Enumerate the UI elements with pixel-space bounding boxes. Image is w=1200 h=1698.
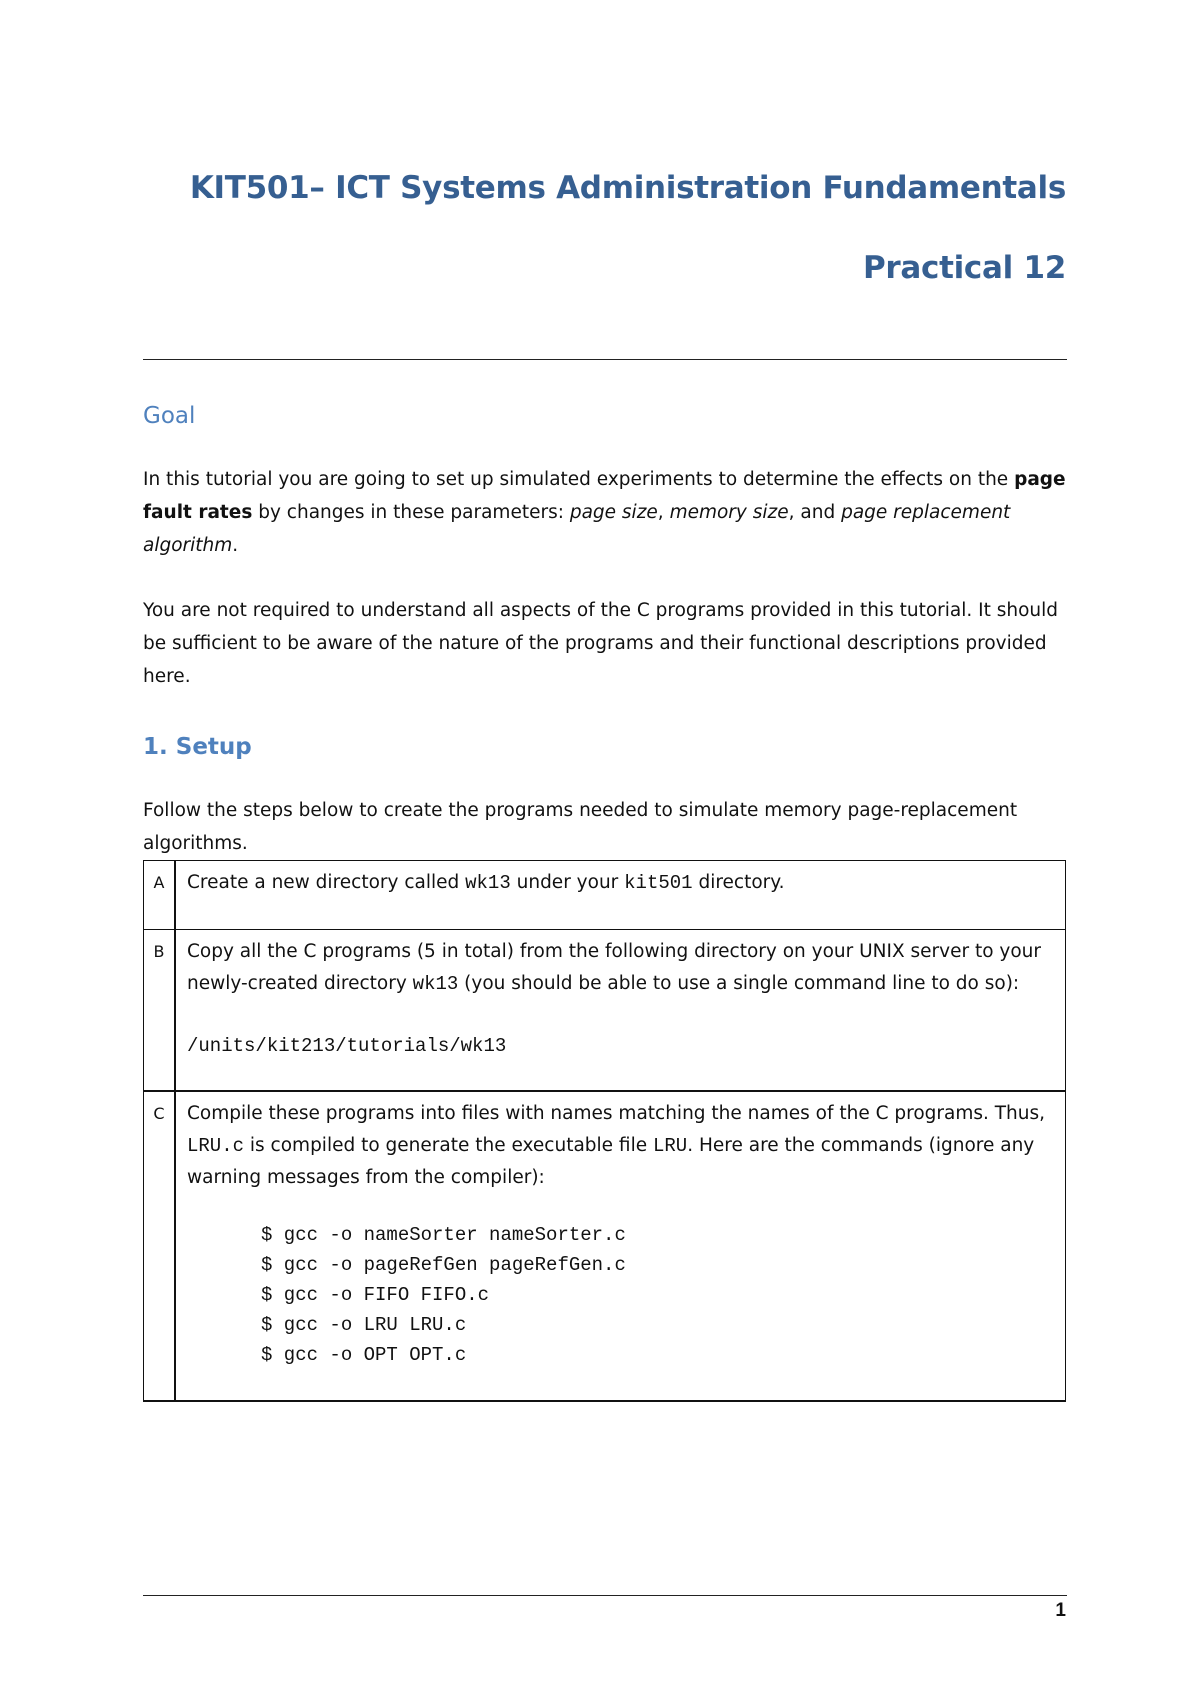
directory-name: wk13: [412, 973, 459, 995]
step-letter: C: [144, 1091, 176, 1401]
source-path: /units/kit213/tutorials/wk13: [187, 1035, 507, 1057]
file-name: LRU: [653, 1135, 688, 1157]
step-text: (you should be able to use a single command line to do so):: [458, 973, 1020, 994]
directory-name: kit501: [624, 872, 693, 894]
footer-divider: [143, 1595, 1067, 1596]
step-content: [175, 861, 1066, 930]
step-b-text: [187, 936, 1055, 1000]
step-letter: B: [144, 930, 176, 1092]
step-c-text: [187, 1098, 1055, 1194]
step-letter: A: [144, 861, 176, 930]
command-line: $ gcc -o LRU LRU.c: [261, 1314, 467, 1336]
steps-table: [143, 860, 1066, 1402]
goal-text: In this tutorial you are going to set up simulated experiments to determine the effects on the: [143, 469, 1015, 490]
header-divider: [143, 359, 1067, 360]
step-text: is compiled to generate the executable file: [244, 1135, 653, 1156]
step-row-a: [144, 861, 1066, 930]
param-algorithm: page replacement algorithm: [143, 502, 1011, 556]
goal-emphasis: page fault rates: [143, 469, 1066, 523]
command-line: $ gcc -o nameSorter nameSorter.c: [261, 1224, 626, 1246]
param-page-size: page size: [569, 502, 658, 523]
step-text: under your: [510, 872, 625, 893]
step-row-c: [144, 1091, 1066, 1401]
goal-text: .: [232, 535, 239, 556]
file-name: LRU.c: [187, 1135, 245, 1157]
goal-heading: Goal: [143, 403, 196, 429]
directory-name: wk13: [465, 872, 511, 894]
setup-intro: Follow the steps below to create the programs needed to simulate memory page-replacement algorithms.: [143, 800, 1018, 854]
param-memory-size: memory size: [669, 502, 789, 523]
goal-text: , and: [788, 502, 842, 523]
step-content: [175, 930, 1066, 1092]
goal-paragraph-1: [143, 463, 1068, 562]
command-line: $ gcc -o pageRefGen pageRefGen.c: [261, 1254, 626, 1276]
step-text: directory.: [692, 872, 785, 893]
step-text: Compile these programs into files with names matching the names of the C programs. Thus,: [187, 1103, 1046, 1124]
command-line: $ gcc -o OPT OPT.c: [261, 1344, 467, 1366]
step-a-text: [187, 867, 1055, 899]
step-text: Copy all the C programs (5 in total) from the following directory on your UNIX server to your newly-created directory: [187, 941, 1041, 994]
document-title: KIT501– ICT Systems Administration Fundamentals: [189, 170, 1066, 206]
step-row-b: [144, 930, 1066, 1092]
compile-commands: [261, 1220, 1055, 1370]
goal-paragraph-2: You are not required to understand all aspects of the C programs provided in this tutorial. It should be sufficient to be aware of the nature of the programs and their functional descriptions provided here.: [143, 600, 1059, 687]
goal-text: ,: [657, 502, 670, 523]
setup-heading: 1. Setup: [143, 734, 252, 760]
command-line: $ gcc -o FIFO FIFO.c: [261, 1284, 490, 1306]
page-number: 1: [1055, 1600, 1066, 1621]
step-content: [175, 1091, 1066, 1401]
practical-number: Practical 12: [862, 250, 1066, 286]
step-text: . Here are the commands (ignore any warning messages from the compiler):: [187, 1135, 1035, 1188]
goal-text: by changes in these parameters:: [252, 502, 570, 523]
step-text: Create a new directory called: [187, 872, 466, 893]
